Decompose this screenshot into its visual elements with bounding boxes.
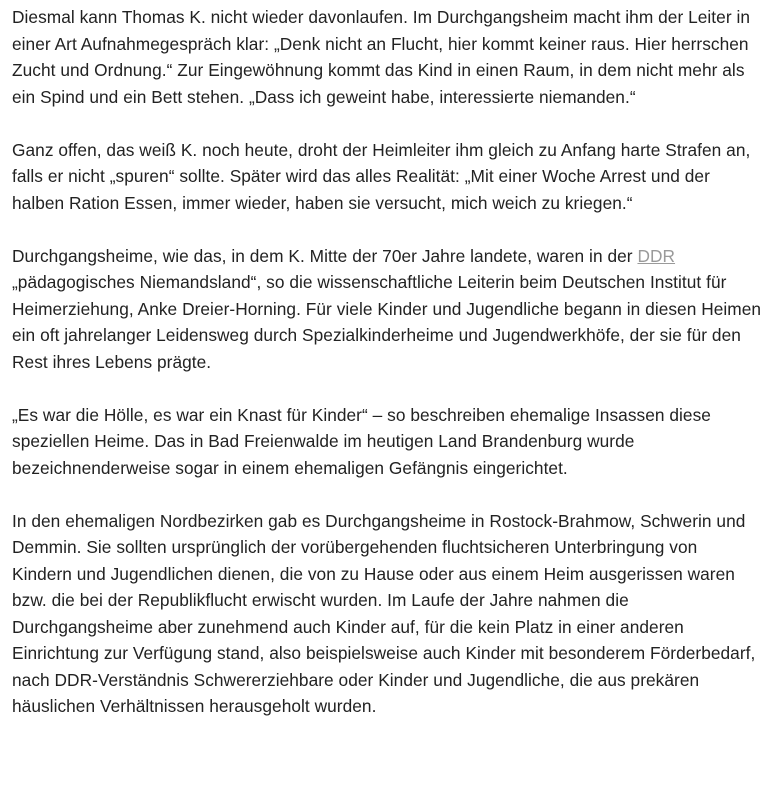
paragraph-2: [12, 137, 762, 217]
paragraph-4-text: „Es war die Hölle, es war ein Knast für Kinder“ – so beschreiben ehemalige Insassen diese speziellen Heime. Das in Bad Freienwalde im heutigen Land Brandenburg wurde bezeichnenderweise sogar in einem ehemaligen Gefängnis eingerichtet.: [12, 404, 711, 478]
article-body: [12, 4, 762, 746]
paragraph-3: [12, 243, 762, 376]
paragraph-5-text: In den ehemaligen Nordbezirken gab es Durchgangsheime in Rostock-Brahmow, Schwerin und Demmin. Sie sollten ursprünglich der vorübergehenden fluchtsicheren Unterbringung von Kindern und Jugendlichen dienen, die von zu Hause oder aus einem Heim ausgerissen waren bzw. die bei der Republikflucht erwischt wurden. Im Laufe der Jahre nahmen die Durchgangsheime aber zunehmend auch Kinder auf, für die kein Platz in einer anderen Einrichtung zur Verfügung stand, also beispielsweise auch Kinder mit besonderem Förderbedarf, nach DDR-Verständnis Schwererziehbare oder Kinder und Jugendliche, die aus prekären häuslichen Verhältnissen herausgeholt wurden.: [12, 510, 756, 716]
paragraph-5: [12, 508, 762, 720]
ddr-link[interactable]: DDR: [637, 245, 676, 266]
paragraph-3-text-end: „pädagogisches Niemandsland“, so die wissenschaftliche Leiterin beim Deutschen Institut für Heimerziehung, Anke Dreier-Horning. Für viele Kinder und Jugendliche begann in diesen Heimen ein oft jahrelanger Leidensweg durch Spezialkinderheime und Jugendwerkhöfe, der sie für den Rest ihres Lebens prägte.: [12, 272, 762, 372]
paragraph-1: [12, 4, 762, 110]
paragraph-4: [12, 402, 762, 482]
paragraph-1-text: Diesmal kann Thomas K. nicht wieder davonlaufen. Im Durchgangsheim macht ihm der Leiter in einer Art Aufnahmegespräch klar: „Denk nicht an Flucht, hier kommt keiner raus. Hier herrschen Zucht und Ordnung.“ Zur Eingewöhnung kommt das Kind in einen Raum, in dem nicht mehr als ein Spind und ein Bett stehen. „Dass ich geweint habe, interessierte niemanden.“: [12, 7, 751, 107]
paragraph-2-text: Ganz offen, das weiß K. noch heute, droht der Heimleiter ihm gleich zu Anfang harte Strafen an, falls er nicht „spuren“ sollte. Später wird das alles Realität: „Mit einer Woche Arrest und der halben Ration Essen, immer wieder, haben sie versucht, mich weich zu kriegen.“: [12, 139, 751, 213]
paragraph-3-text-start: Durchgangsheime, wie das, in dem K. Mitte der 70er Jahre landete, waren in der: [12, 245, 638, 266]
